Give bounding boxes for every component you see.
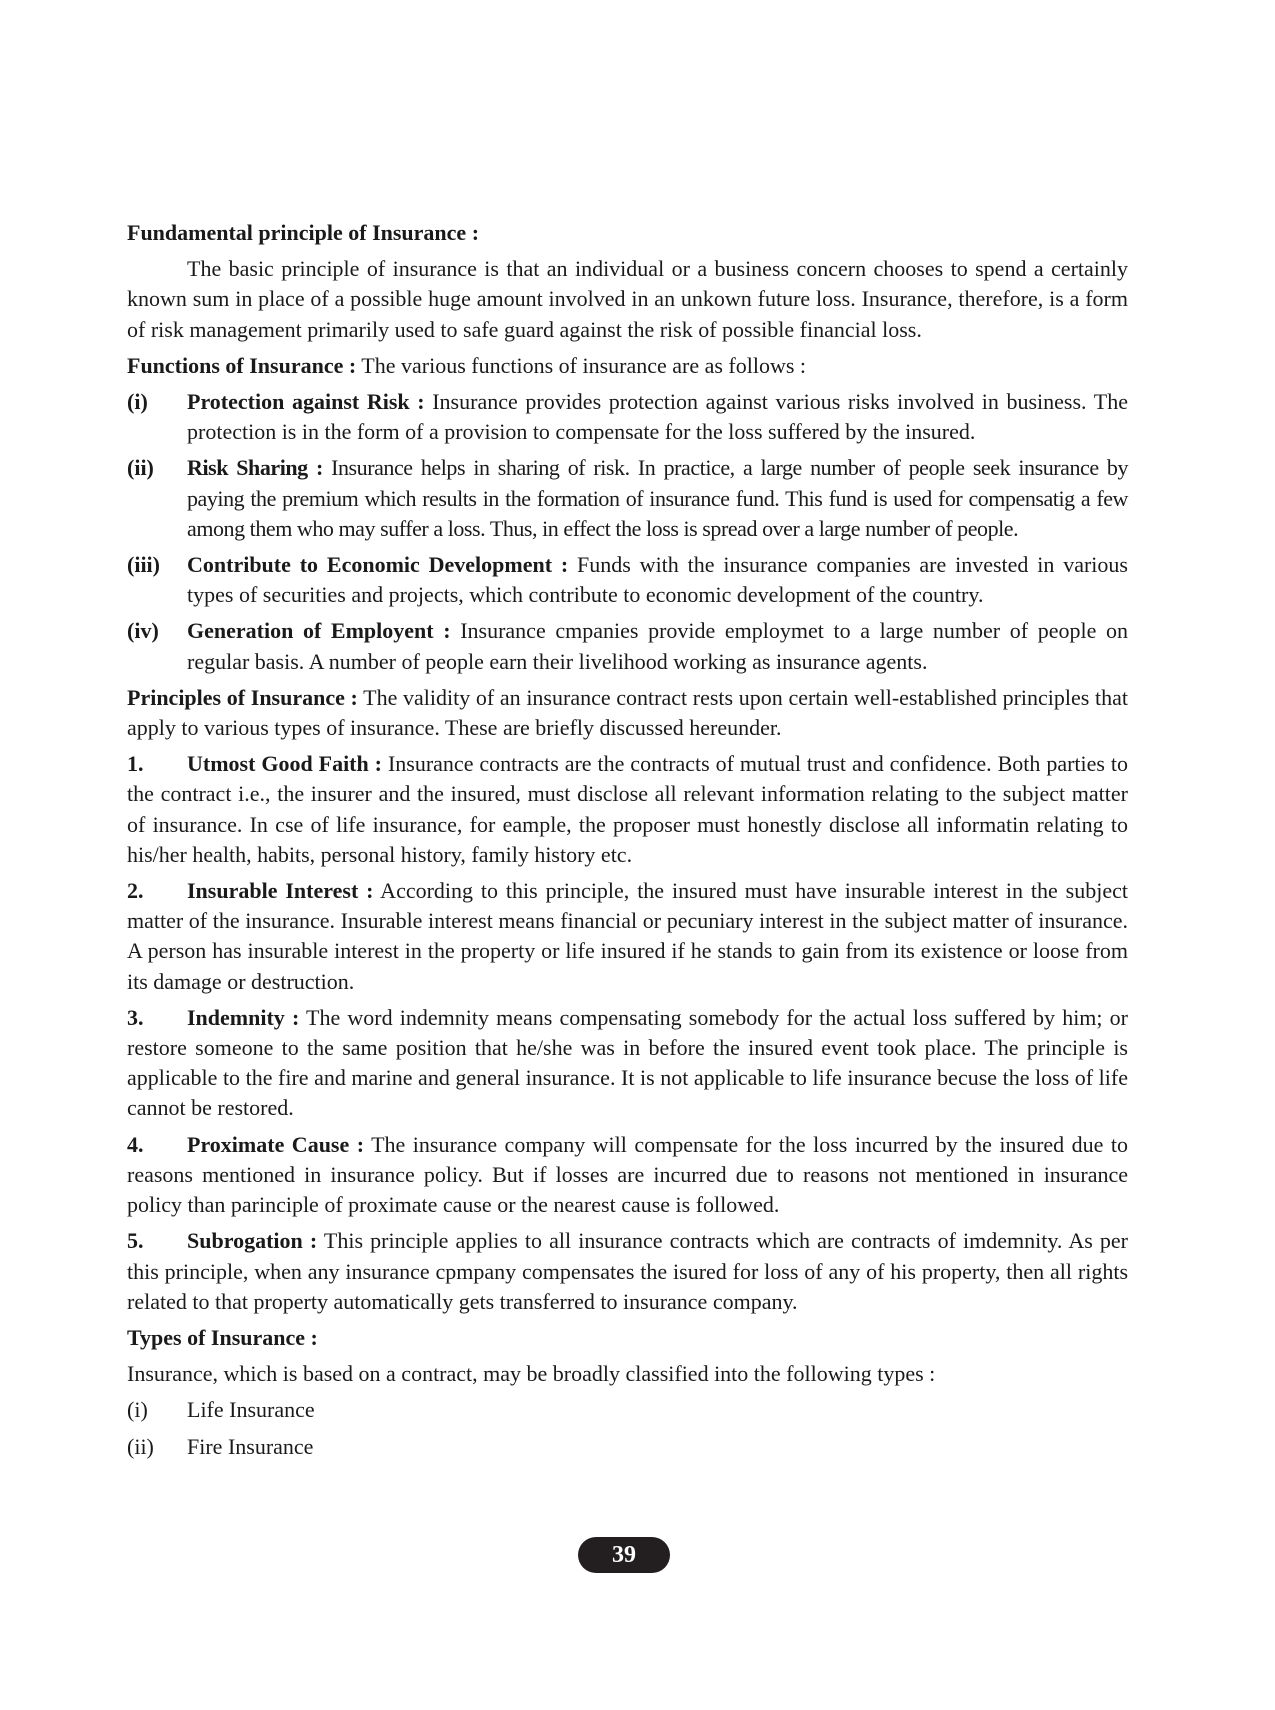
principle-item	[127, 1226, 1128, 1317]
principle-title: Insurable Interest :	[187, 878, 374, 904]
type-item	[127, 1432, 1128, 1462]
function-item	[127, 550, 1128, 610]
functions-intro-paragraph	[127, 351, 1128, 381]
principle-title: Utmost Good Faith :	[187, 751, 383, 777]
type-item	[127, 1395, 1128, 1425]
principle-text: The insurance company will compensate for the loss incurred by the insured due to reasons mentioned in insurance policy. But if losses are incurred due to reasons not mentioned in insurance policy than parinciple of proximate cause or the nearest cause is followed.	[127, 1131, 1128, 1218]
function-text: Insurance helps in sharing of risk. In practice, a large number of people seek insurance by paying the premium which results in the formation of insurance fund. This fund is used for compensatig a few among them who may suffer a loss. Thus, in effect the loss is spread over a large number of people.	[187, 455, 1129, 541]
function-text: Insurance provides protection against various risks involved in business. The protection is in the form of a provision to compensate for the loss suffered by the insured.	[187, 389, 1128, 445]
type-marker: (i)	[127, 1397, 148, 1423]
function-body	[187, 616, 1128, 676]
function-body	[187, 387, 1128, 447]
functions-intro: The various functions of insurance are as follows :	[356, 352, 807, 378]
types-intro: Insurance, which is based on a contract, may be broadly classified into the following types :	[127, 1361, 936, 1387]
page-content	[127, 218, 1128, 1468]
principle-item	[127, 1130, 1128, 1221]
principles-heading: Principles of Insurance :	[127, 684, 358, 710]
principle-number: 5.	[127, 1228, 144, 1254]
function-marker: (iv)	[127, 618, 159, 644]
page-number-badge: 39	[578, 1537, 670, 1573]
type-text: Fire Insurance	[187, 1433, 314, 1459]
principle-text: This principle applies to all insurance contracts which are contracts of imdemnity. As per this principle, when any insurance cpmpany compensates the isured for loss of any of his property, then all rights related to that property automatically gets transferred to insurance company.	[127, 1228, 1128, 1314]
type-text: Life Insurance	[187, 1397, 315, 1423]
function-text: Funds with the insurance companies are invested in various types of securities and projects, which contribute to economic development of the country.	[187, 552, 1128, 608]
principle-number: 4.	[127, 1131, 144, 1157]
function-item	[127, 616, 1128, 676]
function-marker: (iii)	[127, 552, 160, 578]
types-heading: Types of Insurance :	[127, 1324, 318, 1350]
function-title: Generation of Employent :	[187, 618, 451, 644]
principle-text: Insurance contracts are the contracts of mutual trust and confidence. Both parties to the contract i.e., the insurer and the insured, must disclose all relevant information relating to the subject matter of insurance. In cse of life insurance, for eample, the proposer must honestly disclose all informatin relating to his/her health, habits, personal history, family history etc.	[127, 751, 1128, 867]
function-title: Contribute to Economic Development :	[187, 552, 569, 578]
principle-item	[127, 876, 1128, 997]
principle-text: According to this principle, the insured must have insurable interest in the subject matter of the insurance. Insurable interest means financial or pecuniary interest in the subject matter of insurance. A person has insurable interest in the property or life insured if he stands to gain from its existence or loose from its damage or destruction.	[127, 878, 1128, 994]
principle-text: The word indemnity means compensating somebody for the actual loss suffered by him; or restore someone to the same position that he/she was in before the insured event took place. The principle is applicable to the fire and marine and general insurance. It is not applicable to life insurance becuse the loss of life cannot be restored.	[127, 1004, 1129, 1121]
principle-title: Subrogation :	[187, 1228, 318, 1254]
principle-item	[127, 749, 1128, 870]
function-body	[187, 453, 1128, 544]
principle-title: Proximate Cause :	[187, 1131, 365, 1157]
function-text: Insurance cmpanies provide employmet to a large number of people on regular basis. A number of people earn their livelihood working as insurance agents.	[187, 618, 1128, 674]
principle-number: 2.	[127, 878, 144, 904]
function-marker: (i)	[127, 389, 148, 415]
function-title: Risk Sharing :	[187, 455, 323, 481]
fundamental-paragraph: The basic principle of insurance is that an individual or a business concern chooses to spend a certainly known sum in place of a possible huge amount involved in an unkown future loss. Insurance, therefore, is a form of risk management primarily used to safe guard against the risk of possible financial loss.	[127, 256, 1128, 342]
function-item	[127, 387, 1128, 447]
principles-intro: The validity of an insurance contract rests upon certain well-established principles that apply to various types of insurance. These are briefly discussed hereunder.	[127, 684, 1128, 741]
type-marker: (ii)	[127, 1433, 154, 1459]
principle-number: 3.	[127, 1004, 144, 1030]
principle-item	[127, 1003, 1128, 1124]
function-marker: (ii)	[127, 455, 154, 481]
function-title: Protection against Risk :	[187, 389, 425, 415]
functions-heading: Functions of Insurance :	[127, 352, 357, 378]
function-item	[127, 453, 1128, 544]
principle-title: Indemnity :	[187, 1004, 300, 1030]
fundamental-heading: Fundamental principle of Insurance :	[127, 220, 480, 245]
function-body	[187, 550, 1128, 610]
principle-number: 1.	[127, 751, 144, 777]
principles-intro-paragraph	[127, 683, 1128, 743]
